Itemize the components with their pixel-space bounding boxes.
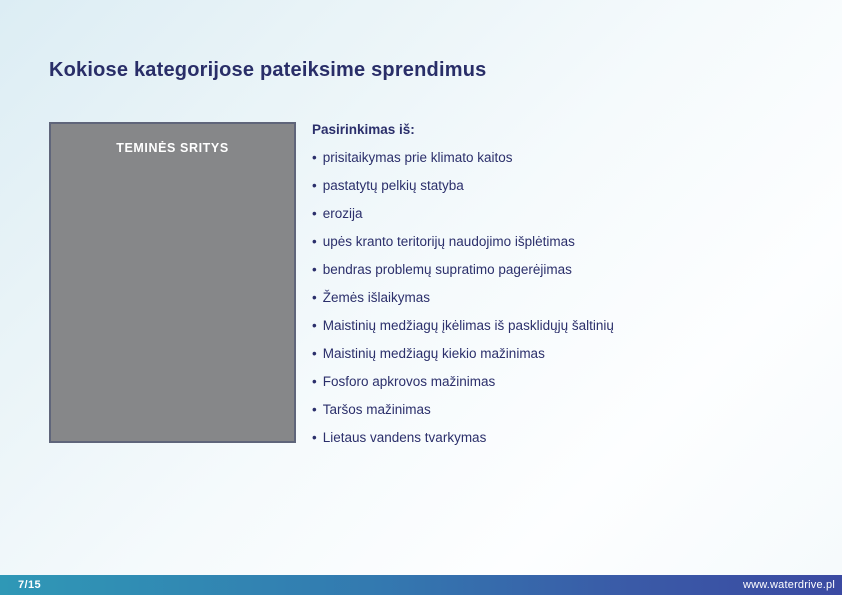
list-item <box>312 172 614 200</box>
footer-bar <box>0 575 842 595</box>
bullet-icon: • <box>312 346 317 361</box>
bullet-icon: • <box>312 318 317 333</box>
page-title: Kokiose kategorijose pateiksime sprendimus <box>49 59 487 82</box>
list-item <box>312 396 614 424</box>
selection-list-header: Pasirinkimas iš: <box>312 122 415 137</box>
bullet-icon: • <box>312 206 317 221</box>
list-item-text: Maistinių medžiagų įkėlimas iš pasklidųjų šaltinių <box>322 318 614 333</box>
bullet-icon: • <box>312 262 317 277</box>
list-item <box>312 228 614 256</box>
list-item <box>312 312 614 340</box>
website-link: www.waterdrive.pl <box>742 579 835 591</box>
list-item-text: bendras problemų supratimo pagerėjimas <box>322 262 572 277</box>
bullet-icon: • <box>312 402 317 417</box>
bullet-icon: • <box>312 374 317 389</box>
list-item <box>312 144 614 172</box>
list-item-text: Maistinių medžiagų kiekio mažinimas <box>322 346 545 361</box>
list-item <box>312 256 614 284</box>
list-item-text: Taršos mažinimas <box>322 402 431 417</box>
list-item-text: Fosforo apkrovos mažinimas <box>322 374 496 389</box>
thematic-areas-label: TEMINĖS SRITYS <box>116 141 229 155</box>
bullet-icon: • <box>312 430 317 445</box>
list-item-text: prisitaikymas prie klimato kaitos <box>322 150 513 165</box>
list-item-text: Lietaus vandens tvarkymas <box>322 430 487 445</box>
list-item-text: pastatytų pelkių statyba <box>322 178 464 193</box>
bullet-icon: • <box>312 290 317 305</box>
list-item <box>312 368 614 396</box>
list-item <box>312 284 614 312</box>
page-number: 7/15 <box>18 579 42 591</box>
thematic-areas-box <box>49 122 296 443</box>
selection-list <box>312 116 614 452</box>
list-item-text: erozija <box>322 206 363 221</box>
list-item <box>312 340 614 368</box>
list-item <box>312 424 614 452</box>
list-item-text: Žemės išlaikymas <box>322 290 431 305</box>
bullet-icon: • <box>312 178 317 193</box>
list-item-text: upės kranto teritorijų naudojimo išplėtimas <box>322 234 575 249</box>
bullet-icon: • <box>312 234 317 249</box>
bullet-icon: • <box>312 150 317 165</box>
list-item <box>312 200 614 228</box>
